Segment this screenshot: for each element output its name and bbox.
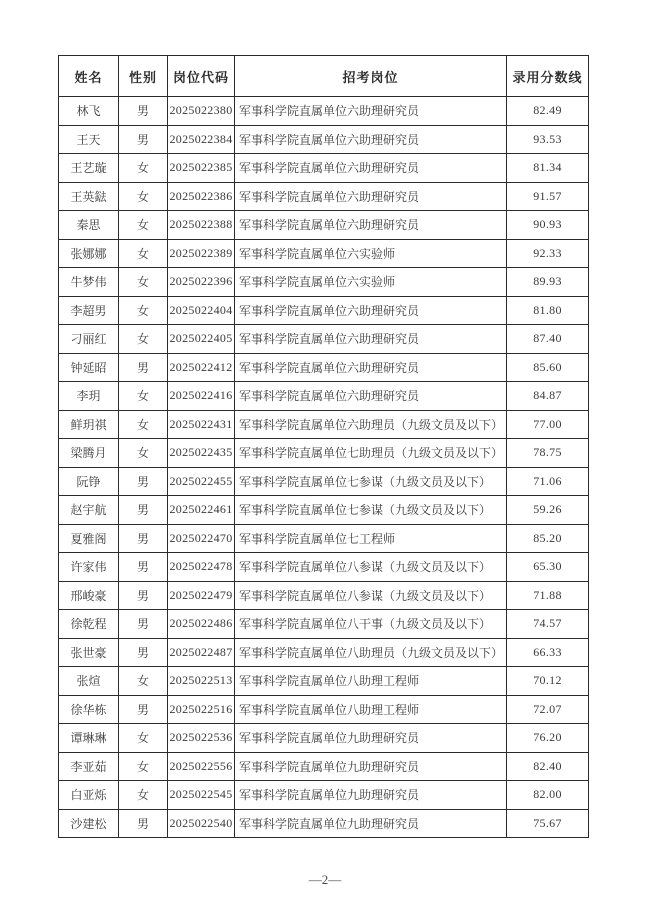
- table-row: [59, 239, 589, 268]
- cell-name: 王艺璇: [59, 154, 119, 183]
- cell-job-title: 军事科学院直属单位八助理工程师: [235, 695, 507, 724]
- cell-name: 王英鍅: [59, 182, 119, 211]
- cell-score: 84.87: [507, 382, 589, 411]
- cell-job-title: 军事科学院直属单位六实验师: [235, 268, 507, 297]
- cell-job-title: 军事科学院直属单位八参谋（九级文员及以下）: [235, 581, 507, 610]
- cell-gender: 男: [119, 353, 168, 382]
- cell-job-title: 军事科学院直属单位九助理研究员: [235, 809, 507, 838]
- cell-score: 85.20: [507, 524, 589, 553]
- cell-job-code: 2025022404: [168, 296, 235, 325]
- cell-score: 70.12: [507, 667, 589, 696]
- cell-job-code: 2025022516: [168, 695, 235, 724]
- cell-name: 李亚茹: [59, 752, 119, 781]
- cell-job-title: 军事科学院直属单位九助理研究员: [235, 724, 507, 753]
- cell-name: 邢峻豪: [59, 581, 119, 610]
- cell-name: 张世豪: [59, 638, 119, 667]
- cell-gender: 女: [119, 182, 168, 211]
- cell-job-code: 2025022556: [168, 752, 235, 781]
- cell-name: 徐华栋: [59, 695, 119, 724]
- cell-name: 王天: [59, 125, 119, 154]
- table-row: [59, 125, 589, 154]
- cell-job-code: 2025022478: [168, 553, 235, 582]
- cell-job-title: 军事科学院直属单位六助理研究员: [235, 125, 507, 154]
- cell-job-title: 军事科学院直属单位九助理研究员: [235, 781, 507, 810]
- cell-job-code: 2025022380: [168, 97, 235, 126]
- col-header-gender: 性别: [119, 56, 168, 97]
- cell-gender: 男: [119, 695, 168, 724]
- cell-gender: 男: [119, 467, 168, 496]
- cell-score: 72.07: [507, 695, 589, 724]
- cell-job-code: 2025022470: [168, 524, 235, 553]
- cell-score: 90.93: [507, 211, 589, 240]
- table-row: [59, 724, 589, 753]
- col-header-name: 姓名: [59, 56, 119, 97]
- cell-name: 张娜娜: [59, 239, 119, 268]
- cell-gender: 男: [119, 496, 168, 525]
- cell-job-code: 2025022405: [168, 325, 235, 354]
- table-row: [59, 809, 589, 838]
- cell-job-title: 军事科学院直属单位八助理工程师: [235, 667, 507, 696]
- cell-gender: 男: [119, 581, 168, 610]
- table-row: [59, 524, 589, 553]
- table-row: [59, 610, 589, 639]
- cell-name: 谭琳琳: [59, 724, 119, 753]
- cell-score: 89.93: [507, 268, 589, 297]
- cell-gender: 女: [119, 410, 168, 439]
- cell-job-title: 军事科学院直属单位八参谋（九级文员及以下）: [235, 553, 507, 582]
- cell-job-title: 军事科学院直属单位六助理研究员: [235, 182, 507, 211]
- cell-job-title: 军事科学院直属单位七工程师: [235, 524, 507, 553]
- table-row: [59, 638, 589, 667]
- col-header-score: 录用分数线: [507, 56, 589, 97]
- table-row: [59, 410, 589, 439]
- cell-gender: 男: [119, 97, 168, 126]
- page-number: —2—: [308, 872, 342, 887]
- cell-score: 74.57: [507, 610, 589, 639]
- cell-job-code: 2025022388: [168, 211, 235, 240]
- table-row: [59, 325, 589, 354]
- cell-job-title: 军事科学院直属单位六助理研究员: [235, 353, 507, 382]
- table-row: [59, 553, 589, 582]
- cell-job-title: 军事科学院直属单位八助理员（九级文员及以下）: [235, 638, 507, 667]
- table-row: [59, 667, 589, 696]
- table-row: [59, 268, 589, 297]
- cell-name: 秦思: [59, 211, 119, 240]
- cell-name: 李玥: [59, 382, 119, 411]
- cell-job-title: 军事科学院直属单位六实验师: [235, 239, 507, 268]
- cell-name: 李超男: [59, 296, 119, 325]
- cell-job-title: 军事科学院直属单位八干事（九级文员及以下）: [235, 610, 507, 639]
- table-row: [59, 752, 589, 781]
- table-row: [59, 695, 589, 724]
- cell-name: 夏雅阁: [59, 524, 119, 553]
- cell-gender: 女: [119, 268, 168, 297]
- cell-score: 82.40: [507, 752, 589, 781]
- cell-name: 许家伟: [59, 553, 119, 582]
- table-row: [59, 154, 589, 183]
- cell-job-code: 2025022540: [168, 809, 235, 838]
- cell-job-code: 2025022513: [168, 667, 235, 696]
- cell-score: 93.53: [507, 125, 589, 154]
- cell-score: 75.67: [507, 809, 589, 838]
- col-header-job-code: 岗位代码: [168, 56, 235, 97]
- cell-score: 81.80: [507, 296, 589, 325]
- cell-job-title: 军事科学院直属单位九助理研究员: [235, 752, 507, 781]
- cell-gender: 女: [119, 211, 168, 240]
- cell-score: 92.33: [507, 239, 589, 268]
- cell-name: 钟延昭: [59, 353, 119, 382]
- cell-job-title: 军事科学院直属单位六助理研究员: [235, 97, 507, 126]
- cell-job-title: 军事科学院直属单位六助理员（九级文员及以下）: [235, 410, 507, 439]
- cell-score: 78.75: [507, 439, 589, 468]
- cell-job-code: 2025022461: [168, 496, 235, 525]
- cell-gender: 女: [119, 296, 168, 325]
- cell-score: 77.00: [507, 410, 589, 439]
- cell-name: 阮铮: [59, 467, 119, 496]
- cell-job-title: 军事科学院直属单位七助理员（九级文员及以下）: [235, 439, 507, 468]
- cell-score: 91.57: [507, 182, 589, 211]
- cell-job-code: 2025022486: [168, 610, 235, 639]
- table-row: [59, 182, 589, 211]
- cell-job-code: 2025022385: [168, 154, 235, 183]
- cell-gender: 男: [119, 638, 168, 667]
- cell-score: 87.40: [507, 325, 589, 354]
- table-row: [59, 439, 589, 468]
- cell-gender: 女: [119, 752, 168, 781]
- cell-gender: 男: [119, 524, 168, 553]
- cell-gender: 男: [119, 809, 168, 838]
- cell-gender: 男: [119, 610, 168, 639]
- table-body: [59, 97, 589, 838]
- cell-job-code: 2025022412: [168, 353, 235, 382]
- cell-score: 82.00: [507, 781, 589, 810]
- cell-gender: 男: [119, 125, 168, 154]
- table-row: [59, 382, 589, 411]
- col-header-job-title: 招考岗位: [235, 56, 507, 97]
- cell-job-title: 军事科学院直属单位七参谋（九级文员及以下）: [235, 467, 507, 496]
- cell-score: 81.34: [507, 154, 589, 183]
- cell-score: 59.26: [507, 496, 589, 525]
- cell-gender: 女: [119, 439, 168, 468]
- cell-name: 刁丽红: [59, 325, 119, 354]
- table-header: [59, 56, 589, 97]
- cell-job-code: 2025022416: [168, 382, 235, 411]
- cell-job-code: 2025022435: [168, 439, 235, 468]
- table-row: [59, 211, 589, 240]
- cell-score: 76.20: [507, 724, 589, 753]
- cell-score: 65.30: [507, 553, 589, 582]
- table-row: [59, 467, 589, 496]
- cell-name: 赵宇航: [59, 496, 119, 525]
- cell-job-code: 2025022487: [168, 638, 235, 667]
- cell-job-title: 军事科学院直属单位六助理研究员: [235, 296, 507, 325]
- cell-job-title: 军事科学院直属单位六助理研究员: [235, 154, 507, 183]
- cell-job-title: 军事科学院直属单位六助理研究员: [235, 211, 507, 240]
- cell-job-code: 2025022545: [168, 781, 235, 810]
- cell-name: 沙建松: [59, 809, 119, 838]
- cell-job-title: 军事科学院直属单位六助理研究员: [235, 382, 507, 411]
- cell-score: 71.06: [507, 467, 589, 496]
- cell-job-code: 2025022431: [168, 410, 235, 439]
- cell-gender: 女: [119, 382, 168, 411]
- cell-job-title: 军事科学院直属单位七参谋（九级文员及以下）: [235, 496, 507, 525]
- cell-job-code: 2025022396: [168, 268, 235, 297]
- cell-job-code: 2025022386: [168, 182, 235, 211]
- cell-gender: 女: [119, 724, 168, 753]
- cell-job-code: 2025022455: [168, 467, 235, 496]
- cell-gender: 女: [119, 239, 168, 268]
- cell-job-code: 2025022479: [168, 581, 235, 610]
- cell-gender: 女: [119, 781, 168, 810]
- cell-score: 85.60: [507, 353, 589, 382]
- table-row: [59, 296, 589, 325]
- cell-name: 鲜玥祺: [59, 410, 119, 439]
- cell-job-code: 2025022536: [168, 724, 235, 753]
- table-row: [59, 781, 589, 810]
- table-row: [59, 496, 589, 525]
- header-row: [59, 56, 589, 97]
- table-row: [59, 581, 589, 610]
- score-table: [58, 55, 589, 838]
- cell-job-code: 2025022384: [168, 125, 235, 154]
- cell-name: 牛梦伟: [59, 268, 119, 297]
- table-row: [59, 97, 589, 126]
- cell-score: 71.88: [507, 581, 589, 610]
- table-row: [59, 353, 589, 382]
- cell-name: 白亚烁: [59, 781, 119, 810]
- cell-gender: 女: [119, 154, 168, 183]
- cell-name: 林飞: [59, 97, 119, 126]
- cell-job-code: 2025022389: [168, 239, 235, 268]
- cell-job-title: 军事科学院直属单位六助理研究员: [235, 325, 507, 354]
- cell-gender: 男: [119, 553, 168, 582]
- cell-gender: 女: [119, 325, 168, 354]
- cell-name: 张煊: [59, 667, 119, 696]
- cell-score: 82.49: [507, 97, 589, 126]
- cell-name: 梁腾月: [59, 439, 119, 468]
- cell-name: 徐乾程: [59, 610, 119, 639]
- cell-gender: 女: [119, 667, 168, 696]
- cell-score: 66.33: [507, 638, 589, 667]
